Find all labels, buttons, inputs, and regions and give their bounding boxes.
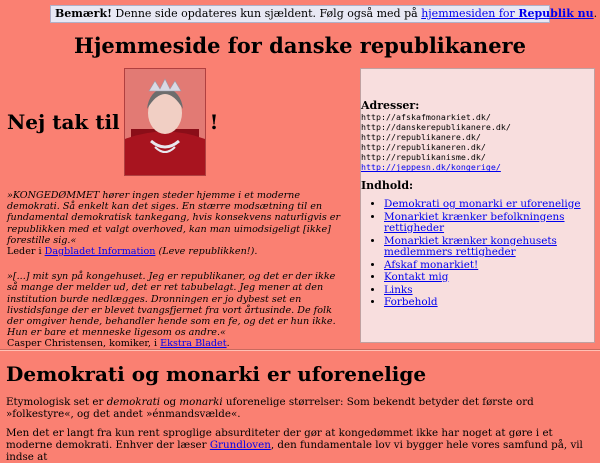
headline [7, 68, 347, 176]
address-item: http://republikanisme.dk/ [361, 152, 486, 163]
site-title: Hjemmeside for danske republikanere [73, 33, 526, 58]
section-paragraph: Etymologisk set er demokrati og monarki uforenelige størrelser: Som bekendt betyder det første ord »folkestyre«, og det andet »énmandsvælde«. [6, 396, 534, 420]
notice-label: Bemærk! [55, 7, 112, 20]
contents-heading: Indhold: [361, 179, 414, 192]
jeppesn-link[interactable]: http://jeppesn.dk/kongerige/ [361, 162, 501, 173]
notice-bar: Bemærk! Denne side opdateres kun sjældent. Følg også med på hjemmesiden for Republik nu. [50, 5, 550, 23]
address-item: http://republikanere.dk/ [361, 132, 481, 143]
toc-link-kongehus[interactable]: Monarkiet krænker kongehusets medlemmers rettigheder [384, 234, 557, 258]
toc-link-kontakt[interactable]: Kontakt mig [384, 271, 449, 283]
ekstra-bladet-link[interactable]: Ekstra Bladet [160, 338, 227, 350]
address-item [361, 162, 511, 172]
headline-text: Nej tak til [7, 110, 120, 134]
toc-item [384, 212, 589, 235]
address-list [361, 112, 511, 173]
toc-item [384, 272, 589, 284]
contents-list [384, 199, 589, 310]
section-title: Demokrati og monarki er uforenelige [6, 362, 427, 386]
toc-link-forbehold[interactable]: Forbehold [384, 296, 438, 308]
dagbladet-information-link[interactable]: Dagbladet Information [44, 246, 156, 258]
address-item: http://afskafmonarkiet.dk/ [361, 112, 491, 122]
toc-link-links[interactable]: Links [384, 283, 413, 296]
toc-link-demokrati[interactable]: Demokrati og monarki er uforenelige [384, 198, 581, 210]
quote-text: »KONGEDØMMET hører ingen steder hjemme i et moderne demokrati. Så enkelt kan det siges. En stærre modsætning til en fundamental demokratisk tankegang, hvis konsekvens naturligvis er republikken med et valgt overhoved, kan man uimodsigeligt [ikke] forestille sig.« [7, 190, 341, 246]
grundloven-link[interactable]: Grundloven [209, 438, 271, 451]
section-paragraph: Men det er langt fra kun rent sproglige absurditeter der gør at kongedømmet ikke har noget at gøre i et moderne demokrati. Enhver der læser Grundloven, den fundamentale lov vi bygger hele vores samfund på, vil indse at [6, 427, 583, 463]
quote-information: »KONGEDØMMET hører ingen steder hjemme i et moderne demokrati. Så enkelt kan det siges. En stærre modsætning til en fundamental demokratisk tankegang, hvis konsekvens naturligvis er republikken med et valgt overhoved, kan man uimodsigeligt [ikke] forestille sig.« Leder i Dagbladet Information (Leve republikken!). [7, 190, 341, 258]
toc-item [384, 260, 589, 272]
toc-item [384, 297, 589, 309]
address-item: http://republikaneren.dk/ [361, 142, 486, 153]
toc-item [384, 199, 589, 211]
info-panel [360, 68, 595, 343]
addresses-heading: Adresser: [361, 99, 420, 112]
notice-text: Denne side opdateres kun sjældent. Følg også med på [111, 7, 422, 20]
toc-link-afskaf[interactable]: Afskaf monarkiet! [384, 258, 479, 271]
republik-nu-link[interactable]: hjemmesiden for Republik nu [421, 7, 594, 20]
section-divider [0, 349, 600, 351]
toc-item [384, 236, 589, 259]
headline-exclamation: ! [209, 110, 219, 134]
intro-column [7, 68, 347, 350]
toc-link-befolkning[interactable]: Monarkiet krænker befolkningens rettigheder [384, 210, 565, 234]
toc-item [384, 285, 589, 297]
address-item: http://danskerepublikanere.dk/ [361, 122, 511, 133]
quote-casper: »[...] mit syn på kongehuset. Jeg er republikaner, og det er der ikke så mange der melder ud, det er ret tabubelagt. Jeg mener at den institution burde nedlægges. Dronningen er jo dybest set en livstidsfange der er blevet tvangsfjernet fra vort årtusinde. De folk der omgiver hende, behandler hende som en fe, og det er hun ikke. Hun er bare et menneske ligesom os andre.« Casper Christensen, komiker, i Ekstra Bladet. [7, 271, 336, 350]
quote-text: »[...] mit syn på kongehuset. Jeg er republikaner, og det er der ikke så mange der melder ud, det er ret tabubelagt. Jeg mener at den institution burde nedlægges. Dronningen er jo dybest set en livstidsfange der er blevet tvangsfjernet fra vort årtusinde. De folk der omgiver hende, behandler hende som en fe, og det er hun ikke. Hun er bare et menneske ligesom os andre.« [7, 271, 336, 339]
queen-portrait-image [124, 68, 206, 176]
